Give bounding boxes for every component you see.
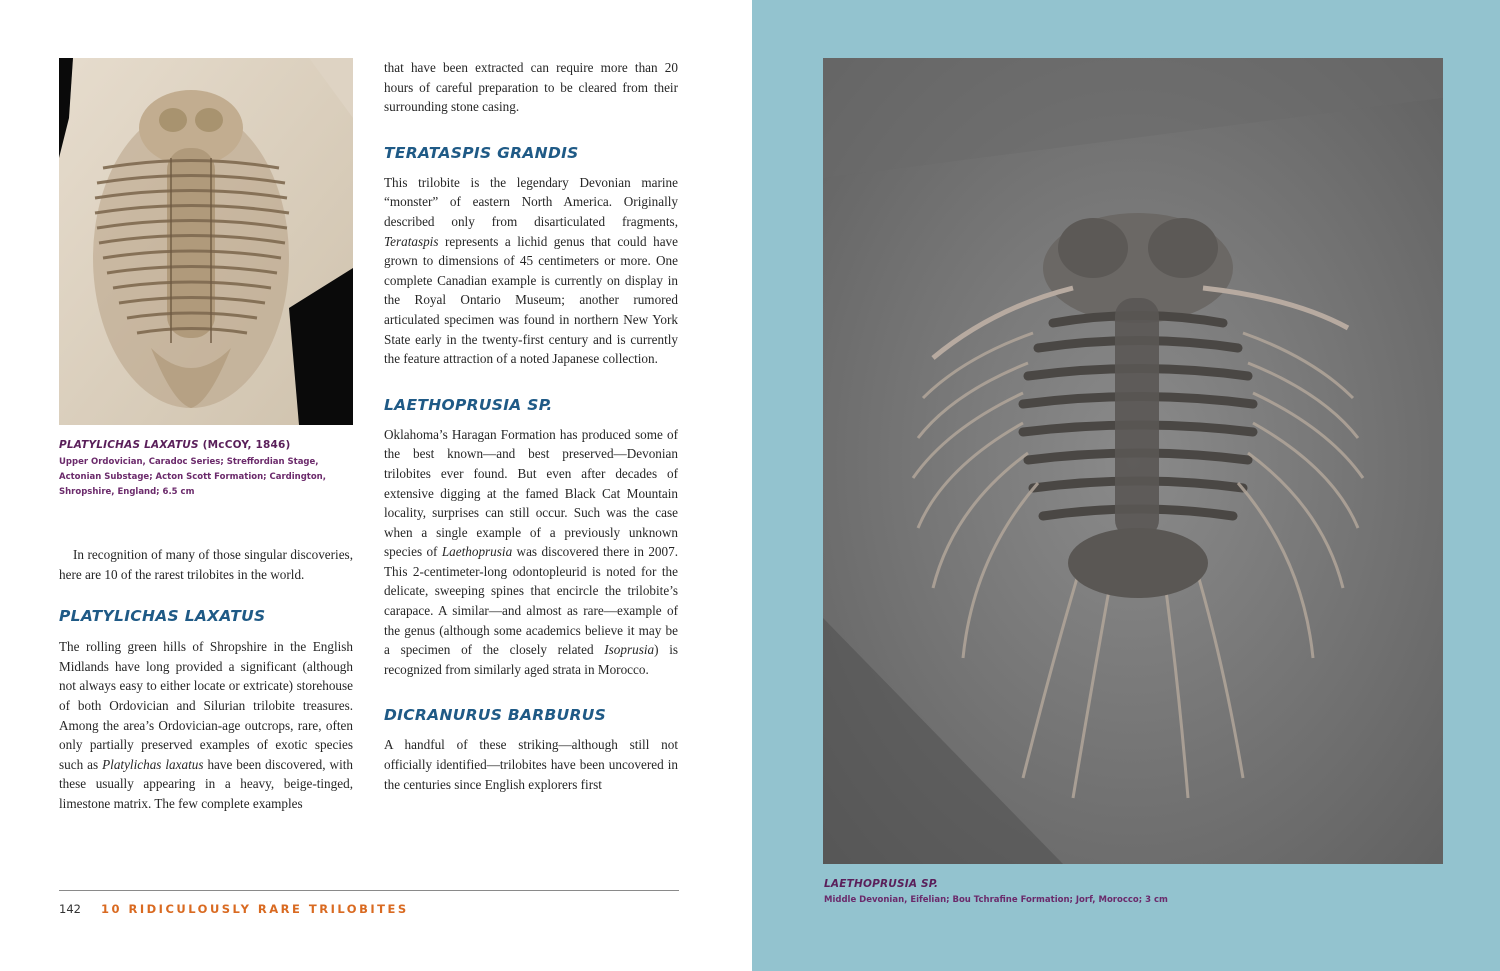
right-page	[752, 0, 1500, 971]
heading-dicranurus: DICRANURUS BARBURUS	[384, 706, 607, 725]
laethoprusia-paragraph	[384, 425, 678, 680]
caption-species: LAETHOPRUSIA SP.	[824, 878, 939, 890]
text-run: This trilobite is the legendary Devonian marine “monster” of eastern North America. Originally described only from disarticulated fragments,	[384, 174, 678, 229]
text-run: represents a lichid genus that could have grown to dimensions of 45 centimeters or more. One complete Canadian example is currently on display in the Royal Ontario Museum; another rumored articulated specimen was found in northern New York State early in the twenty-first century and is currently the feature attraction of a noted Japanese collection.	[384, 233, 678, 367]
caption-detail: Middle Devonian, Eifelian; Bou Tchrafine Formation; Jorf, Morocco; 3 cm	[824, 895, 1168, 905]
text-run: The rolling green hills of Shropshire in the English Midlands have long provided a significant (although not always easy to either locate or extricate) storehouse of both Ordovician and Silurian trilobite treasures. Among the area’s Ordovician-age outcrops, rare, often only partially preserved examples of exotic species such as	[59, 639, 353, 772]
continuation-paragraph: that have been extracted can require more than 20 hours of careful preparation to be cleared from their surrounding stone casing.	[384, 60, 678, 115]
species-italic: Isoprusia	[604, 642, 655, 658]
intro-paragraph: In recognition of many of those singular discoveries, here are 10 of the rarest trilobites in the world.	[59, 547, 353, 582]
page-number: 142	[59, 902, 81, 916]
running-title: 10 RIDICULOUSLY RARE TRILOBITES	[101, 902, 409, 916]
text-run: have been discovered, with these usually appearing in a heavy, beige-tinged, limestone matrix. The few complete examples	[59, 756, 353, 811]
platylichas-paragraph	[59, 637, 353, 813]
caption-title	[59, 439, 353, 451]
platylichas-photo-frame	[59, 58, 353, 425]
text-run: Oklahoma’s Haragan Formation has produced some of the best known—and best preserved—Devonian trilobites ever found. But even after decades of extensive digging at the famed Black Cat Mountain locality, surprises can still occur. Such was the case when a single example of a previously unknown species of	[384, 426, 678, 560]
heading-platylichas: PLATYLICHAS LAXATUS	[59, 607, 266, 626]
laethoprusia-caption	[824, 878, 1424, 908]
laethoprusia-fossil-photo	[823, 58, 1443, 864]
dicranurus-paragraph: A handful of these striking—although still not officially identified—trilobites have been uncovered in the centuries since English explorers first	[384, 737, 678, 792]
footer-divider	[59, 890, 679, 891]
species-italic: Laethoprusia	[441, 544, 513, 560]
platylichas-fossil-photo	[59, 58, 353, 425]
text-run: ) is recognized from similarly aged strata in Morocco.	[384, 642, 678, 677]
heading-terataspis: TERATASPIS GRANDIS	[384, 143, 579, 162]
species-italic: Terataspis	[384, 233, 439, 249]
terataspis-paragraph	[384, 173, 678, 369]
text-run: was discovered there in 2007. This 2-centimeter-long odontopleurid is noted for the delicate, sweeping spines that encircle the trilobite’s carapace. A similar—and almost as rare—example of the genus (although some academics believe it may be a specimen of the closely related	[384, 544, 678, 658]
heading-laethoprusia: LAETHOPRUSIA SP.	[384, 395, 553, 414]
caption-author: (McCOY, 1846)	[202, 439, 291, 451]
caption-species: PLATYLICHAS LAXATUS	[59, 439, 199, 451]
left-column	[59, 58, 353, 814]
caption-detail: Upper Ordovician, Caradoc Series; Streffordian Stage, Actonian Substage; Acton Scott Formation; Cardington, Shropshire, England; 6.5 cm	[59, 457, 326, 497]
caption-title	[824, 878, 1424, 890]
platylichas-caption	[59, 439, 353, 500]
species-italic: Platylichas laxatus	[102, 756, 204, 772]
right-column	[384, 58, 678, 794]
